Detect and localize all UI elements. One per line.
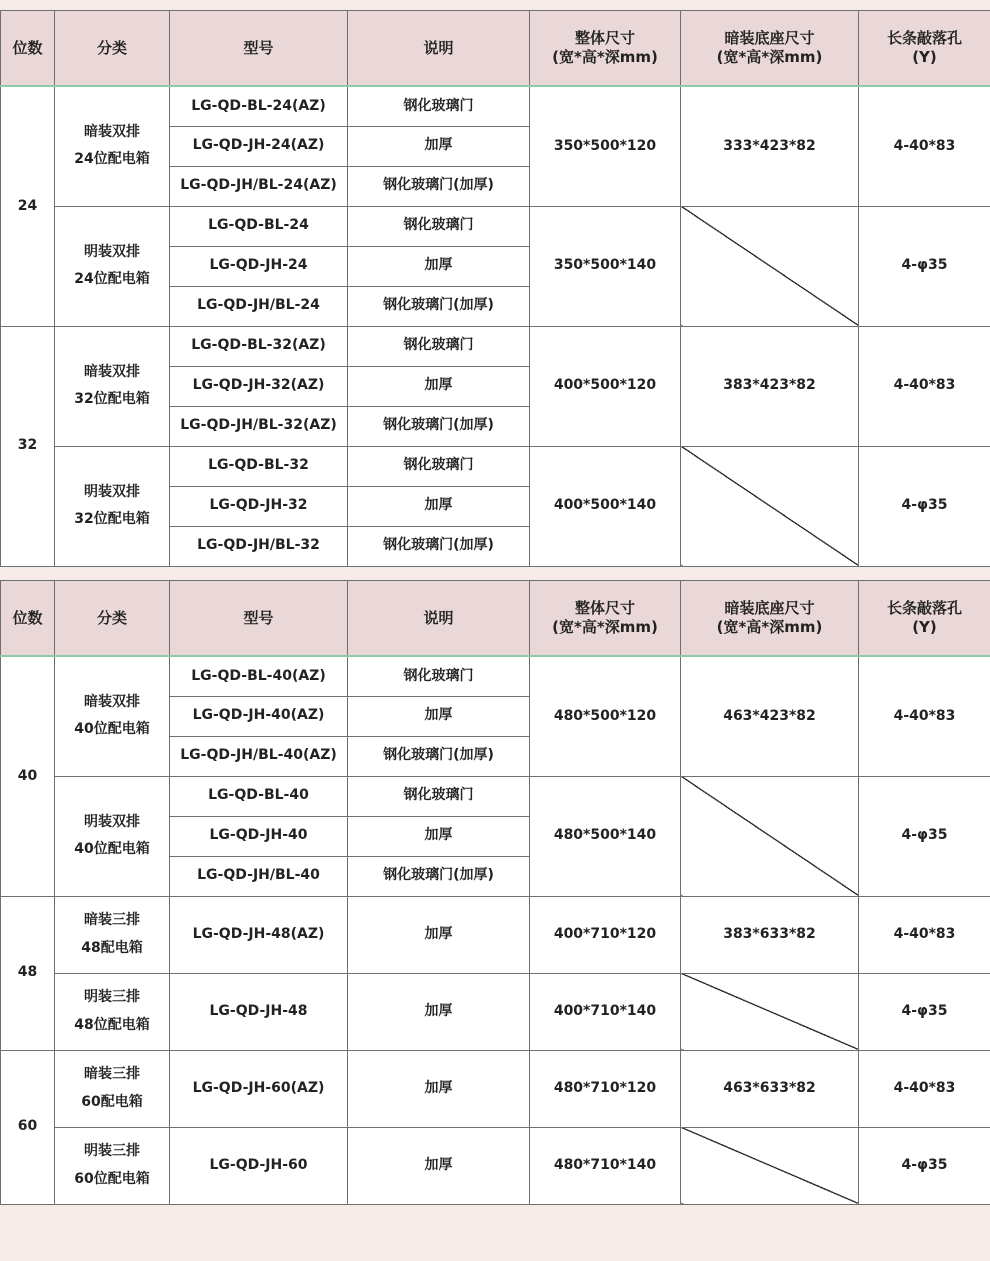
base-size-cell: 463*633*82 (681, 1050, 859, 1127)
base-size-empty-cell (681, 1127, 859, 1204)
description-cell: 加厚 (348, 486, 530, 526)
header-base-size (681, 581, 859, 657)
header-digits: 位数 (1, 11, 55, 87)
description-cell: 钢化玻璃门 (348, 656, 530, 696)
table-row (1, 206, 990, 246)
knockout-cell: 4-φ35 (859, 446, 990, 566)
category-cell: 明装三排 48位配电箱 (55, 973, 170, 1050)
category-cell: 暗装双排 32位配电箱 (55, 326, 170, 446)
header-base-line2: (宽*高*深mm) (716, 618, 823, 636)
base-size-cell: 383*423*82 (681, 326, 859, 446)
overall-size-cell: 400*500*140 (530, 446, 681, 566)
description-cell: 钢化玻璃门(加厚) (348, 736, 530, 776)
knockout-cell: 4-φ35 (859, 1127, 990, 1204)
description-cell: 钢化玻璃门 (348, 776, 530, 816)
description-cell: 钢化玻璃门(加厚) (348, 526, 530, 566)
spec-table-24-32 (0, 10, 990, 567)
model-cell: LG-QD-BL-32(AZ) (170, 326, 348, 366)
base-size-cell: 383*633*82 (681, 896, 859, 973)
model-cell: LG-QD-JH/BL-40(AZ) (170, 736, 348, 776)
description-cell: 钢化玻璃门 (348, 206, 530, 246)
description-cell: 加厚 (348, 366, 530, 406)
header-knockout-line1: 长条敲落孔 (886, 29, 962, 48)
header-overall-line2: (宽*高*深mm) (552, 618, 658, 636)
description-cell: 加厚 (348, 126, 530, 166)
category-cell: 明装双排 32位配电箱 (55, 446, 170, 566)
model-cell: LG-QD-JH-40(AZ) (170, 696, 348, 736)
base-size-empty-cell (681, 446, 859, 566)
header-knockout-line1: 长条敲落孔 (886, 599, 962, 618)
overall-size-cell: 350*500*120 (530, 86, 681, 206)
model-cell: LG-QD-JH/BL-32 (170, 526, 348, 566)
model-cell: LG-QD-BL-40 (170, 776, 348, 816)
model-cell: LG-QD-JH-60 (170, 1127, 348, 1204)
base-size-cell: 463*423*82 (681, 656, 859, 776)
header-knockout (859, 581, 990, 657)
header-overall-size (530, 581, 681, 657)
overall-size-cell: 480*710*140 (530, 1127, 681, 1204)
model-cell: LG-QD-BL-40(AZ) (170, 656, 348, 696)
header-model: 型号 (170, 581, 348, 657)
table-row (1, 86, 990, 126)
description-cell: 钢化玻璃门(加厚) (348, 406, 530, 446)
digits-cell: 60 (1, 1050, 55, 1204)
base-size-cell: 333*423*82 (681, 86, 859, 206)
knockout-cell: 4-40*83 (859, 86, 990, 206)
description-cell: 钢化玻璃门(加厚) (348, 856, 530, 896)
overall-size-cell: 400*710*140 (530, 973, 681, 1050)
category-cell: 暗装双排 24位配电箱 (55, 86, 170, 206)
model-cell: LG-QD-JH/BL-24(AZ) (170, 166, 348, 206)
base-size-empty-cell (681, 776, 859, 896)
model-cell: LG-QD-JH-24(AZ) (170, 126, 348, 166)
digits-cell: 40 (1, 656, 55, 896)
description-cell: 加厚 (348, 246, 530, 286)
model-cell: LG-QD-JH-32(AZ) (170, 366, 348, 406)
description-cell: 加厚 (348, 973, 530, 1050)
model-cell: LG-QD-JH-24 (170, 246, 348, 286)
knockout-cell: 4-40*83 (859, 896, 990, 973)
header-digits: 位数 (1, 581, 55, 657)
header-knockout-line2: (Y) (912, 618, 937, 636)
header-category: 分类 (55, 11, 170, 87)
base-size-empty-cell (681, 206, 859, 326)
base-size-empty-cell (681, 973, 859, 1050)
header-description: 说明 (348, 581, 530, 657)
digits-cell: 24 (1, 86, 55, 326)
table-header-row (1, 11, 990, 87)
overall-size-cell: 480*500*120 (530, 656, 681, 776)
header-base-line1: 暗装底座尺寸 (724, 29, 815, 48)
model-cell: LG-QD-JH-40 (170, 816, 348, 856)
header-base-line2: (宽*高*深mm) (716, 48, 823, 66)
overall-size-cell: 350*500*140 (530, 206, 681, 326)
category-cell: 明装双排 40位配电箱 (55, 776, 170, 896)
category-cell: 暗装三排 48配电箱 (55, 896, 170, 973)
description-cell: 加厚 (348, 1127, 530, 1204)
header-overall-line2: (宽*高*深mm) (552, 48, 658, 66)
category-cell: 暗装三排 60配电箱 (55, 1050, 170, 1127)
description-cell: 加厚 (348, 1050, 530, 1127)
header-knockout-line2: (Y) (912, 48, 937, 66)
header-knockout (859, 11, 990, 87)
description-cell: 加厚 (348, 696, 530, 736)
model-cell: LG-QD-JH-48 (170, 973, 348, 1050)
knockout-cell: 4-φ35 (859, 206, 990, 326)
table-row (1, 776, 990, 816)
model-cell: LG-QD-JH-32 (170, 486, 348, 526)
overall-size-cell: 480*500*140 (530, 776, 681, 896)
header-base-size (681, 11, 859, 87)
model-cell: LG-QD-JH/BL-24 (170, 286, 348, 326)
description-cell: 钢化玻璃门 (348, 326, 530, 366)
category-cell: 明装双排 24位配电箱 (55, 206, 170, 326)
header-overall-line1: 整体尺寸 (574, 599, 635, 618)
knockout-cell: 4-40*83 (859, 656, 990, 776)
spec-table-40-48-60 (0, 580, 990, 1205)
overall-size-cell: 480*710*120 (530, 1050, 681, 1127)
model-cell: LG-QD-JH-60(AZ) (170, 1050, 348, 1127)
category-cell: 暗装双排 40位配电箱 (55, 656, 170, 776)
knockout-cell: 4-φ35 (859, 973, 990, 1050)
model-cell: LG-QD-BL-24 (170, 206, 348, 246)
header-category: 分类 (55, 581, 170, 657)
table-row (1, 896, 990, 973)
header-base-line1: 暗装底座尺寸 (724, 599, 815, 618)
overall-size-cell: 400*500*120 (530, 326, 681, 446)
category-cell: 明装三排 60位配电箱 (55, 1127, 170, 1204)
description-cell: 钢化玻璃门(加厚) (348, 166, 530, 206)
table-row (1, 446, 990, 486)
header-description: 说明 (348, 11, 530, 87)
table-row (1, 1050, 990, 1127)
header-model: 型号 (170, 11, 348, 87)
digits-cell: 48 (1, 896, 55, 1050)
description-cell: 钢化玻璃门 (348, 446, 530, 486)
model-cell: LG-QD-JH-48(AZ) (170, 896, 348, 973)
header-overall-line1: 整体尺寸 (574, 29, 635, 48)
table-row (1, 973, 990, 1050)
knockout-cell: 4-φ35 (859, 776, 990, 896)
description-cell: 加厚 (348, 816, 530, 856)
header-overall-size (530, 11, 681, 87)
table-header-row (1, 581, 990, 657)
model-cell: LG-QD-BL-32 (170, 446, 348, 486)
model-cell: LG-QD-BL-24(AZ) (170, 86, 348, 126)
description-cell: 钢化玻璃门 (348, 86, 530, 126)
model-cell: LG-QD-JH/BL-40 (170, 856, 348, 896)
knockout-cell: 4-40*83 (859, 326, 990, 446)
digits-cell: 32 (1, 326, 55, 566)
table-row (1, 326, 990, 366)
description-cell: 加厚 (348, 896, 530, 973)
knockout-cell: 4-40*83 (859, 1050, 990, 1127)
model-cell: LG-QD-JH/BL-32(AZ) (170, 406, 348, 446)
overall-size-cell: 400*710*120 (530, 896, 681, 973)
description-cell: 钢化玻璃门(加厚) (348, 286, 530, 326)
table-row (1, 656, 990, 696)
table-row (1, 1127, 990, 1204)
